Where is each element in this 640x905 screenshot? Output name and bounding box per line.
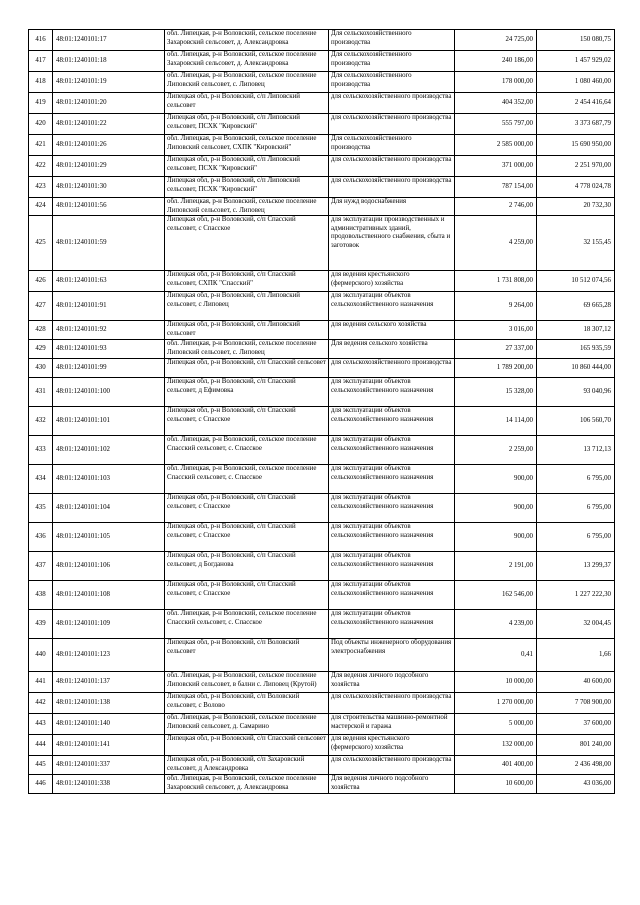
cadastral-value-cell: 6 795,00 [537, 465, 615, 494]
table-row [29, 581, 615, 610]
address-cell: Липецкая обл, р-н Воловский, с/п Спасский сельсовет, с Спасское [165, 581, 329, 610]
row-number-cell: 436 [29, 523, 53, 552]
table-row [29, 378, 615, 407]
address-cell: обл. Липецкая, р-н Воловский, сельское поселение Спасский сельсовет, с. Спасское [165, 610, 329, 639]
cadastral-value-cell: 10 860 444,00 [537, 359, 615, 378]
address-cell: Липецкая обл, р-н Воловский, с/п Липовский сельсовет [165, 321, 329, 340]
permitted-use-cell: Для нужд водоснабжения [329, 198, 455, 216]
row-number-cell: 439 [29, 610, 53, 639]
permitted-use-cell: для сельскохозяйственного производства [329, 756, 455, 775]
row-number-cell: 424 [29, 198, 53, 216]
row-number-cell: 441 [29, 672, 53, 693]
cadastral-number-cell: 48:01:1240101:104 [53, 494, 165, 523]
area-cell: 15 328,00 [455, 378, 537, 407]
area-cell: 10 000,00 [455, 672, 537, 693]
table-row [29, 639, 615, 672]
permitted-use-cell: Для сельскохозяйственного производства [329, 51, 455, 72]
table-row [29, 775, 615, 794]
table-row [29, 177, 615, 198]
area-cell: 14 114,00 [455, 407, 537, 436]
land-register-table [28, 29, 615, 794]
cadastral-number-cell: 48:01:1240101:137 [53, 672, 165, 693]
cadastral-number-cell: 48:01:1240101:29 [53, 156, 165, 177]
address-cell: обл. Липецкая, р-н Воловский, сельское поселение Спасский сельсовет, с. Спасское [165, 436, 329, 465]
permitted-use-cell: для ведения сельского хозяйства [329, 321, 455, 340]
permitted-use-cell: для эксплуатации объектов сельскохозяйственного назначения [329, 292, 455, 321]
row-number-cell: 429 [29, 340, 53, 359]
cadastral-number-cell: 48:01:1240101:141 [53, 735, 165, 756]
table-row [29, 340, 615, 359]
cadastral-number-cell: 48:01:1240101:91 [53, 292, 165, 321]
address-cell: Липецкая обл, р-н Воловский, с/п Захаровский сельсовет, д Александровка [165, 756, 329, 775]
area-cell: 1 270 000,00 [455, 693, 537, 714]
cadastral-number-cell: 48:01:1240101:93 [53, 340, 165, 359]
cadastral-number-cell: 48:01:1240101:338 [53, 775, 165, 794]
cadastral-number-cell: 48:01:1240101:18 [53, 51, 165, 72]
address-cell: Липецкая обл, р-н Воловский, с/п Липовский сельсовет, ПСХК "Кировский" [165, 156, 329, 177]
area-cell: 371 000,00 [455, 156, 537, 177]
area-cell: 401 400,00 [455, 756, 537, 775]
table-row [29, 756, 615, 775]
permitted-use-cell: для ведения крестьянского (фермерского) хозяйства [329, 271, 455, 292]
area-cell: 27 337,00 [455, 340, 537, 359]
cadastral-number-cell: 48:01:1240101:63 [53, 271, 165, 292]
area-cell: 178 000,00 [455, 72, 537, 93]
cadastral-value-cell: 1 457 929,02 [537, 51, 615, 72]
cadastral-number-cell: 48:01:1240101:20 [53, 93, 165, 114]
address-cell: Липецкая обл, р-н Воловский, с/п Спасский сельсовет, с Спасское [165, 494, 329, 523]
cadastral-number-cell: 48:01:1240101:101 [53, 407, 165, 436]
area-cell: 1 789 200,00 [455, 359, 537, 378]
area-cell: 10 600,00 [455, 775, 537, 794]
cadastral-number-cell: 48:01:1240101:22 [53, 114, 165, 135]
address-cell: Липецкая обл, р-н Воловский, с/п Спасский сельсовет, д Ефимовка [165, 378, 329, 407]
row-number-cell: 437 [29, 552, 53, 581]
row-number-cell: 422 [29, 156, 53, 177]
row-number-cell: 421 [29, 135, 53, 156]
cadastral-value-cell: 7 708 900,00 [537, 693, 615, 714]
cadastral-value-cell: 801 240,00 [537, 735, 615, 756]
cadastral-number-cell: 48:01:1240101:106 [53, 552, 165, 581]
permitted-use-cell: для сельскохозяйственного производства [329, 693, 455, 714]
area-cell: 787 154,00 [455, 177, 537, 198]
cadastral-value-cell: 165 935,59 [537, 340, 615, 359]
area-cell: 900,00 [455, 465, 537, 494]
cadastral-number-cell: 48:01:1240101:92 [53, 321, 165, 340]
area-cell: 0,41 [455, 639, 537, 672]
cadastral-value-cell: 15 690 950,00 [537, 135, 615, 156]
row-number-cell: 417 [29, 51, 53, 72]
cadastral-value-cell: 32 155,45 [537, 216, 615, 271]
table-row [29, 714, 615, 735]
row-number-cell: 445 [29, 756, 53, 775]
cadastral-number-cell: 48:01:1240101:109 [53, 610, 165, 639]
row-number-cell: 446 [29, 775, 53, 794]
row-number-cell: 428 [29, 321, 53, 340]
permitted-use-cell: Для ведения личного подсобного хозяйства [329, 775, 455, 794]
permitted-use-cell: для сельскохозяйственного производства [329, 93, 455, 114]
row-number-cell: 420 [29, 114, 53, 135]
area-cell: 1 731 808,00 [455, 271, 537, 292]
area-cell: 2 259,00 [455, 436, 537, 465]
table-row [29, 436, 615, 465]
permitted-use-cell: Для сельскохозяйственного производства [329, 135, 455, 156]
table-row [29, 321, 615, 340]
row-number-cell: 444 [29, 735, 53, 756]
permitted-use-cell: для строительства машинно-ремонтной мастерской и гаража [329, 714, 455, 735]
cadastral-value-cell: 2 251 970,00 [537, 156, 615, 177]
area-cell: 404 352,00 [455, 93, 537, 114]
table-body [29, 30, 615, 794]
cadastral-number-cell: 48:01:1240101:17 [53, 30, 165, 51]
address-cell: обл. Липецкая, р-н Воловский, сельское поселение Липовский сельсовет, с. Липовец [165, 72, 329, 93]
address-cell: Липецкая обл, р-н Воловский, с/п Липовский сельсовет, с Липовец [165, 292, 329, 321]
permitted-use-cell: Под объекты инженерного оборудования электроснабжения [329, 639, 455, 672]
permitted-use-cell: для сельскохозяйственного производства [329, 114, 455, 135]
row-number-cell: 426 [29, 271, 53, 292]
table-row [29, 156, 615, 177]
cadastral-value-cell: 93 040,96 [537, 378, 615, 407]
cadastral-value-cell: 6 795,00 [537, 523, 615, 552]
table-row [29, 114, 615, 135]
cadastral-value-cell: 4 778 024,78 [537, 177, 615, 198]
table-row [29, 494, 615, 523]
address-cell: обл. Липецкая, р-н Воловский, сельское поселение Спасский сельсовет, с. Спасское [165, 465, 329, 494]
row-number-cell: 425 [29, 216, 53, 271]
row-number-cell: 416 [29, 30, 53, 51]
address-cell: Липецкая обл, р-н Воловский, с/п Спасский сельсовет, СХПК "Спасский" [165, 271, 329, 292]
cadastral-number-cell: 48:01:1240101:108 [53, 581, 165, 610]
table-row [29, 610, 615, 639]
area-cell: 2 746,00 [455, 198, 537, 216]
table-row [29, 693, 615, 714]
address-cell: обл. Липецкая, р-н Воловский, сельское поселение Липовский сельсовет, СХПК "Кировский" [165, 135, 329, 156]
cadastral-number-cell: 48:01:1240101:30 [53, 177, 165, 198]
address-cell: Липецкая обл, р-н Воловский, с/п Липовский сельсовет, ПСХК "Кировский" [165, 177, 329, 198]
permitted-use-cell: Для ведения сельского хозяйства [329, 340, 455, 359]
cadastral-number-cell: 48:01:1240101:337 [53, 756, 165, 775]
table-row [29, 198, 615, 216]
address-cell: Липецкая обл, р-н Воловский, с/п Спасский сельсовет [165, 359, 329, 378]
permitted-use-cell: для эксплуатации объектов сельскохозяйственного назначения [329, 581, 455, 610]
cadastral-value-cell: 20 732,30 [537, 198, 615, 216]
address-cell: Липецкая обл, р-н Воловский, с/п Липовский сельсовет, ПСХК "Кировский" [165, 114, 329, 135]
cadastral-value-cell: 2 454 416,64 [537, 93, 615, 114]
cadastral-value-cell: 13 299,37 [537, 552, 615, 581]
area-cell: 5 000,00 [455, 714, 537, 735]
row-number-cell: 442 [29, 693, 53, 714]
cadastral-value-cell: 6 795,00 [537, 494, 615, 523]
cadastral-value-cell: 10 512 074,56 [537, 271, 615, 292]
cadastral-number-cell: 48:01:1240101:26 [53, 135, 165, 156]
cadastral-value-cell: 69 665,28 [537, 292, 615, 321]
area-cell: 900,00 [455, 494, 537, 523]
permitted-use-cell: для эксплуатации объектов сельскохозяйственного назначения [329, 465, 455, 494]
table-row [29, 93, 615, 114]
permitted-use-cell: для эксплуатации объектов сельскохозяйственного назначения [329, 523, 455, 552]
area-cell: 240 186,00 [455, 51, 537, 72]
cadastral-number-cell: 48:01:1240101:19 [53, 72, 165, 93]
area-cell: 3 016,00 [455, 321, 537, 340]
table-row [29, 51, 615, 72]
area-cell: 900,00 [455, 523, 537, 552]
address-cell: обл. Липецкая, р-н Воловский, сельское поселение Липовский сельсовет, с. Липовец [165, 340, 329, 359]
cadastral-value-cell: 43 036,00 [537, 775, 615, 794]
area-cell: 4 239,00 [455, 610, 537, 639]
address-cell: Липецкая обл, р-н Воловский, с/п Спасский сельсовет [165, 735, 329, 756]
address-cell: обл. Липецкая, р-н Воловский, сельское поселение Захаровский сельсовет, д. Александровка [165, 30, 329, 51]
cadastral-number-cell: 48:01:1240101:140 [53, 714, 165, 735]
area-cell: 2 585 000,00 [455, 135, 537, 156]
area-cell: 2 191,00 [455, 552, 537, 581]
address-cell: Липецкая обл, р-н Воловский, с/п Воловский сельсовет [165, 639, 329, 672]
cadastral-number-cell: 48:01:1240101:100 [53, 378, 165, 407]
table-row [29, 292, 615, 321]
permitted-use-cell: Для ведения личного подсобного хозяйства [329, 672, 455, 693]
row-number-cell: 443 [29, 714, 53, 735]
cadastral-value-cell: 13 712,13 [537, 436, 615, 465]
table-row [29, 523, 615, 552]
address-cell: Липецкая обл, р-н Воловский, с/п Воловский сельсовет, с Волово [165, 693, 329, 714]
row-number-cell: 432 [29, 407, 53, 436]
cadastral-value-cell: 1,66 [537, 639, 615, 672]
table-row [29, 72, 615, 93]
table-row [29, 216, 615, 271]
cadastral-value-cell: 37 600,00 [537, 714, 615, 735]
permitted-use-cell: для эксплуатации объектов сельскохозяйственного назначения [329, 378, 455, 407]
address-cell: обл. Липецкая, р-н Воловский, сельское поселение Захаровский сельсовет, д. Александровка [165, 775, 329, 794]
table-row [29, 135, 615, 156]
cadastral-number-cell: 48:01:1240101:105 [53, 523, 165, 552]
permitted-use-cell: для эксплуатации объектов сельскохозяйственного назначения [329, 610, 455, 639]
cadastral-value-cell: 106 560,70 [537, 407, 615, 436]
cadastral-number-cell: 48:01:1240101:138 [53, 693, 165, 714]
address-cell: обл. Липецкая, р-н Воловский, сельское поселение Липовский сельсовет, в бални с. Липовец (Крутой) [165, 672, 329, 693]
address-cell: Липецкая обл, р-н Воловский, с/п Спасский сельсовет, с Спасское [165, 216, 329, 271]
permitted-use-cell: для ведения крестьянского (фермерского) хозяйства [329, 735, 455, 756]
row-number-cell: 427 [29, 292, 53, 321]
area-cell: 24 725,00 [455, 30, 537, 51]
permitted-use-cell: для сельскохозяйственного производства [329, 156, 455, 177]
address-cell: Липецкая обл, р-н Воловский, с/п Спасский сельсовет, с Спасское [165, 523, 329, 552]
cadastral-value-cell: 1 227 222,30 [537, 581, 615, 610]
address-cell: Липецкая обл, р-н Воловский, с/п Липовский сельсовет [165, 93, 329, 114]
table-row [29, 672, 615, 693]
cadastral-value-cell: 32 004,45 [537, 610, 615, 639]
cadastral-number-cell: 48:01:1240101:99 [53, 359, 165, 378]
permitted-use-cell: Для сельскохозяйственного производства [329, 30, 455, 51]
row-number-cell: 433 [29, 436, 53, 465]
cadastral-value-cell: 40 600,00 [537, 672, 615, 693]
permitted-use-cell: для эксплуатации объектов сельскохозяйственного назначения [329, 407, 455, 436]
cadastral-value-cell: 150 080,75 [537, 30, 615, 51]
row-number-cell: 418 [29, 72, 53, 93]
area-cell: 9 264,00 [455, 292, 537, 321]
table-row [29, 30, 615, 51]
row-number-cell: 438 [29, 581, 53, 610]
address-cell: обл. Липецкая, р-н Воловский, сельское поселение Липовский сельсовет, д. Самарино [165, 714, 329, 735]
row-number-cell: 430 [29, 359, 53, 378]
table-row [29, 552, 615, 581]
cadastral-value-cell: 3 373 687,79 [537, 114, 615, 135]
table-row [29, 465, 615, 494]
address-cell: Липецкая обл, р-н Воловский, с/п Спасский сельсовет, д Богданова [165, 552, 329, 581]
address-cell: Липецкая обл, р-н Воловский, с/п Спасский сельсовет, с Спасское [165, 407, 329, 436]
permitted-use-cell: для сельскохозяйственного производства [329, 359, 455, 378]
cadastral-number-cell: 48:01:1240101:56 [53, 198, 165, 216]
row-number-cell: 440 [29, 639, 53, 672]
table-row [29, 407, 615, 436]
address-cell: обл. Липецкая, р-н Воловский, сельское поселение Захаровский сельсовет, д. Александровка [165, 51, 329, 72]
table-row [29, 735, 615, 756]
area-cell: 162 546,00 [455, 581, 537, 610]
table-row [29, 359, 615, 378]
row-number-cell: 434 [29, 465, 53, 494]
permitted-use-cell: для эксплуатации объектов сельскохозяйственного назначения [329, 494, 455, 523]
cadastral-value-cell: 18 307,12 [537, 321, 615, 340]
row-number-cell: 435 [29, 494, 53, 523]
cadastral-value-cell: 1 080 460,00 [537, 72, 615, 93]
row-number-cell: 431 [29, 378, 53, 407]
permitted-use-cell: Для сельскохозяйственного производства [329, 72, 455, 93]
cadastral-value-cell: 2 436 498,00 [537, 756, 615, 775]
permitted-use-cell: для эксплуатации производственных и административных зданий, продовольственного снабжения, сбыта и заготовок [329, 216, 455, 271]
row-number-cell: 419 [29, 93, 53, 114]
row-number-cell: 423 [29, 177, 53, 198]
permitted-use-cell: для эксплуатации объектов сельскохозяйственного назначения [329, 552, 455, 581]
cadastral-number-cell: 48:01:1240101:102 [53, 436, 165, 465]
area-cell: 555 797,00 [455, 114, 537, 135]
area-cell: 4 259,00 [455, 216, 537, 271]
cadastral-number-cell: 48:01:1240101:103 [53, 465, 165, 494]
address-cell: обл. Липецкая, р-н Воловский, сельское поселение Липовский сельсовет, с. Липовец [165, 198, 329, 216]
permitted-use-cell: для эксплуатации объектов сельскохозяйственного назначения [329, 436, 455, 465]
cadastral-number-cell: 48:01:1240101:123 [53, 639, 165, 672]
area-cell: 132 000,00 [455, 735, 537, 756]
permitted-use-cell: для сельскохозяйственного производства [329, 177, 455, 198]
cadastral-number-cell: 48:01:1240101:59 [53, 216, 165, 271]
table-row [29, 271, 615, 292]
